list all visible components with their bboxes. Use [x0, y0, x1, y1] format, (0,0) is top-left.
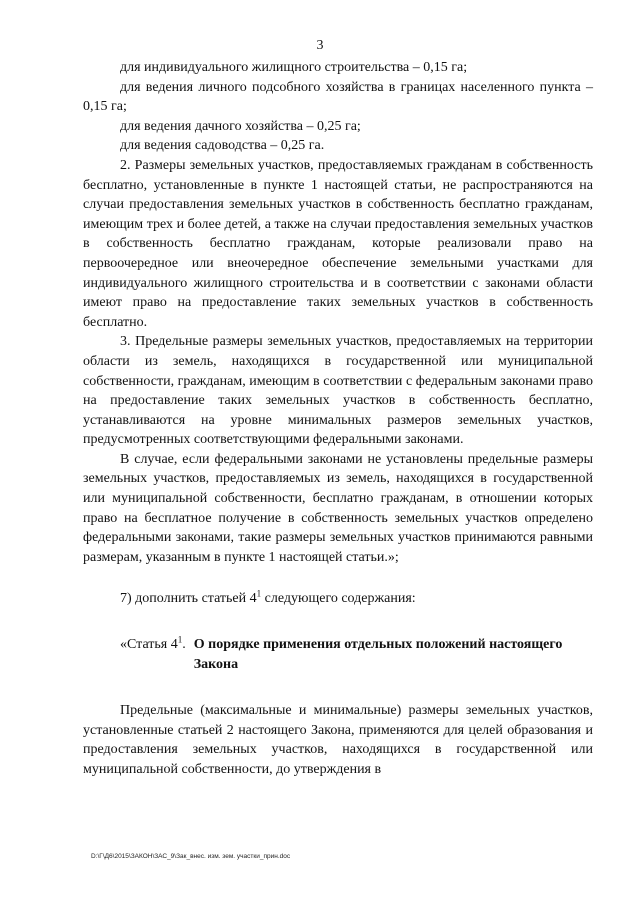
paragraph-point-3: 3. Предельные размеры земельных участков, предоставляемых на территории области из земель, находящихся в государственной или муниципальной собственности, гражданам, имеющим в соответствии с федеральным законами право на предоставление таких земельных участков в собственность бесплатно, устанавливаются на уровне минимальных размеров земельных участков, предусмотренных соответствующими федеральными законами. [83, 334, 593, 448]
article-superscript: 1 [177, 634, 183, 645]
list-item: для ведения дачного хозяйства – 0,25 га; [120, 118, 361, 134]
file-path-footer: D:\Г\Д6\2015\ЗАКОН\ЗАС_9\Зак_внес. изм. зем. участки_прин.doc [91, 853, 291, 860]
final-paragraph: Предельные (максимальные и минимальные) размеры земельных участков, установленные статьей 2 настоящего Закона, применяются для целей образования и предоставления земельных участков, находящихся в государственной или муниципальной собственности, до утверждения в [83, 703, 593, 777]
list-item: для индивидуального жилищного строительства – 0,15 га; [120, 60, 468, 75]
amendment-text-before: 7) дополнить статьей 4 [120, 591, 257, 607]
article-title: О порядке применения отдельных положений настоящего Закона [193, 637, 563, 673]
paragraph-point-2: 2. Размеры земельных участков, предоставляемых гражданам в собственность бесплатно, установленные в пункте 1 настоящей статьи, не распространяются на случаи предоставления земельных участков в собственность бесплатно гражданам, имеющим трех и более детей, а также на случаи предоставления земельных участков в собственность бесплатно гражданам, которые реализовали право на первоочередное или внеочередное обеспечение земельными участками для индивидуального жилищного строительства и в соответствии с законами области имеют право на предоставление таких земельных участков в собственность бесплатно. [83, 157, 593, 330]
article-heading [83, 635, 593, 675]
amendment-item-7 [83, 589, 593, 609]
article-prefix: «Статья 4 [120, 637, 178, 653]
list-item: для ведения личного подсобного хозяйства в границах населенного пункта – 0,15 га; [83, 79, 593, 115]
page-number: 3 [316, 38, 324, 53]
article-number [83, 635, 186, 675]
article-dot: . [182, 637, 186, 653]
amendment-text-after: следующего содержания: [261, 591, 416, 607]
document-body [83, 58, 593, 779]
list-item: для ведения садоводства – 0,25 га. [120, 138, 325, 154]
amendment-superscript: 1 [256, 588, 262, 599]
paragraph-exception: В случае, если федеральными законами не установлены предельные размеры земельных участков, предоставляемых из земель, находящихся в государственной или муниципальной собственности, бесплатно гражданам, в отношении которых право на бесплатное получение в собственность земельных участков определено федеральными законами, такие размеры земельных участков принимаются равными размерам, указанным в пункте 1 настоящей статьи.»; [83, 451, 593, 565]
